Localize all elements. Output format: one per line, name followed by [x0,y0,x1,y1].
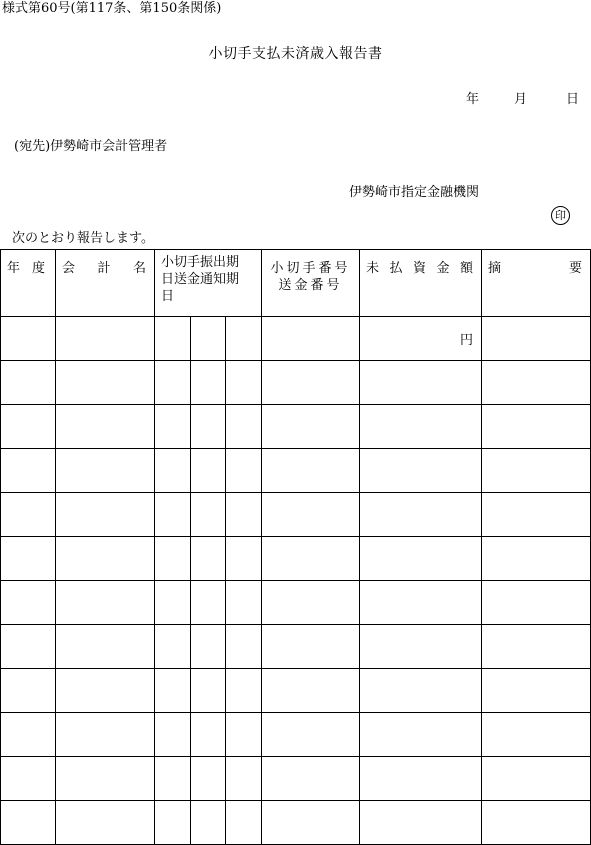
cell-remarks[interactable] [482,669,591,713]
cell-date-1[interactable] [155,405,191,449]
cell-check-number[interactable] [262,361,360,405]
cell-check-number[interactable] [262,493,360,537]
cell-date-1[interactable] [155,449,191,493]
cell-unpaid-amount[interactable] [360,581,482,625]
cell-date-3[interactable] [226,669,262,713]
cell-fiscal-year[interactable] [1,405,56,449]
table-row [1,493,591,537]
cell-date-3[interactable] [226,537,262,581]
header-row [1,250,591,317]
seal-mark: 印 [551,206,570,225]
cell-date-2[interactable] [191,361,226,405]
cell-fiscal-year[interactable] [1,801,56,845]
cell-fiscal-year[interactable] [1,317,56,361]
cell-date-2[interactable] [191,405,226,449]
cell-date-1[interactable] [155,581,191,625]
cell-date-3[interactable] [226,449,262,493]
header-account-name: 会 計 名 [56,250,155,317]
table-row [1,449,591,493]
cell-date-1[interactable] [155,713,191,757]
cell-date-3[interactable] [226,581,262,625]
cell-account-name[interactable] [56,669,155,713]
cell-check-number[interactable] [262,405,360,449]
cell-date-2[interactable] [191,317,226,361]
cell-date-1[interactable] [155,757,191,801]
cell-date-3[interactable] [226,801,262,845]
cell-remarks[interactable] [482,537,591,581]
cell-date-2[interactable] [191,669,226,713]
cell-date-2[interactable] [191,801,226,845]
table-row [1,361,591,405]
header-unpaid-amount: 未 払 資 金 額 [360,250,482,317]
cell-check-number[interactable] [262,317,360,361]
cell-unpaid-amount[interactable] [360,361,482,405]
cell-date-2[interactable] [191,713,226,757]
table-row [1,757,591,801]
cell-date-3[interactable] [226,405,262,449]
cell-account-name[interactable] [56,449,155,493]
cell-fiscal-year[interactable] [1,537,56,581]
form-number: 様式第60号(第117条、第150条関係) [2,1,222,16]
cell-check-number[interactable] [262,713,360,757]
cell-account-name[interactable] [56,537,155,581]
cell-unpaid-amount[interactable] [360,405,482,449]
currency-unit: 円 [460,333,474,348]
cell-check-number[interactable] [262,757,360,801]
cell-fiscal-year[interactable] [1,757,56,801]
sender-name: 伊勢崎市指定金融機関 [349,185,480,200]
cell-date-1[interactable] [155,669,191,713]
cell-remarks[interactable] [482,625,591,669]
cell-fiscal-year[interactable] [1,669,56,713]
cell-unpaid-amount[interactable] [360,493,482,537]
cell-date-3[interactable] [226,317,262,361]
cell-date-2[interactable] [191,757,226,801]
cell-account-name[interactable] [56,493,155,537]
cell-account-name[interactable] [56,581,155,625]
cell-fiscal-year[interactable] [1,713,56,757]
cell-remarks[interactable] [482,317,591,361]
cell-check-number[interactable] [262,625,360,669]
table-row [1,713,591,757]
cell-unpaid-amount[interactable] [360,669,482,713]
cell-unpaid-amount[interactable] [360,801,482,845]
header-fiscal-year: 年 度 [1,250,56,317]
cell-unpaid-amount[interactable] [360,537,482,581]
cell-date-2[interactable] [191,449,226,493]
cell-remarks[interactable] [482,405,591,449]
report-table [0,249,591,845]
cell-date-1[interactable] [155,537,191,581]
cell-check-number[interactable] [262,449,360,493]
cell-unpaid-amount[interactable] [360,757,482,801]
cell-account-name[interactable] [56,405,155,449]
cell-date-3[interactable] [226,713,262,757]
year-label: 年 [466,92,480,107]
cell-date-2[interactable] [191,581,226,625]
cell-unpaid-amount[interactable] [360,713,482,757]
header-issue-date: 小切手振出期 日送金通知期 日 [155,250,262,317]
cell-date-1[interactable] [155,801,191,845]
cell-fiscal-year[interactable] [1,493,56,537]
intro-text: 次のとおり報告します。 [12,231,154,246]
cell-remarks[interactable] [482,581,591,625]
table-row [1,581,591,625]
cell-fiscal-year[interactable] [1,361,56,405]
cell-date-2[interactable] [191,625,226,669]
cell-remarks[interactable] [482,713,591,757]
cell-account-name[interactable] [56,317,155,361]
table-row [1,669,591,713]
document-title: 小切手支払未済歳入報告書 [208,46,383,62]
cell-date-1[interactable] [155,493,191,537]
addressee: (宛先)伊勢崎市会計管理者 [14,139,168,154]
cell-date-3[interactable] [226,361,262,405]
table-row [1,625,591,669]
cell-remarks[interactable] [482,757,591,801]
cell-remarks[interactable] [482,361,591,405]
date-line [466,93,579,106]
cell-remarks[interactable] [482,449,591,493]
cell-date-3[interactable] [226,493,262,537]
cell-account-name[interactable] [56,757,155,801]
cell-account-name[interactable] [56,801,155,845]
cell-fiscal-year[interactable] [1,449,56,493]
month-label: 月 [514,92,528,107]
cell-account-name[interactable] [56,713,155,757]
cell-date-2[interactable] [191,493,226,537]
cell-date-3[interactable] [226,757,262,801]
header-check-number: 小切手番号 送金番号 [262,250,360,317]
cell-date-1[interactable] [155,625,191,669]
table-row [1,801,591,845]
cell-unpaid-amount[interactable] [360,625,482,669]
day-label: 日 [566,92,580,107]
cell-date-1[interactable] [155,317,191,361]
cell-date-1[interactable] [155,361,191,405]
table-row [1,317,591,361]
cell-check-number[interactable] [262,581,360,625]
cell-check-number[interactable] [262,669,360,713]
cell-remarks[interactable] [482,801,591,845]
table-row [1,537,591,581]
cell-check-number[interactable] [262,801,360,845]
cell-unpaid-amount[interactable] [360,449,482,493]
table-row [1,405,591,449]
cell-fiscal-year[interactable] [1,625,56,669]
header-remarks: 摘 要 [482,250,591,317]
cell-check-number[interactable] [262,537,360,581]
cell-remarks[interactable] [482,493,591,537]
cell-unpaid-amount[interactable] [360,317,482,361]
cell-fiscal-year[interactable] [1,581,56,625]
cell-account-name[interactable] [56,625,155,669]
cell-date-2[interactable] [191,537,226,581]
cell-date-3[interactable] [226,625,262,669]
cell-account-name[interactable] [56,361,155,405]
